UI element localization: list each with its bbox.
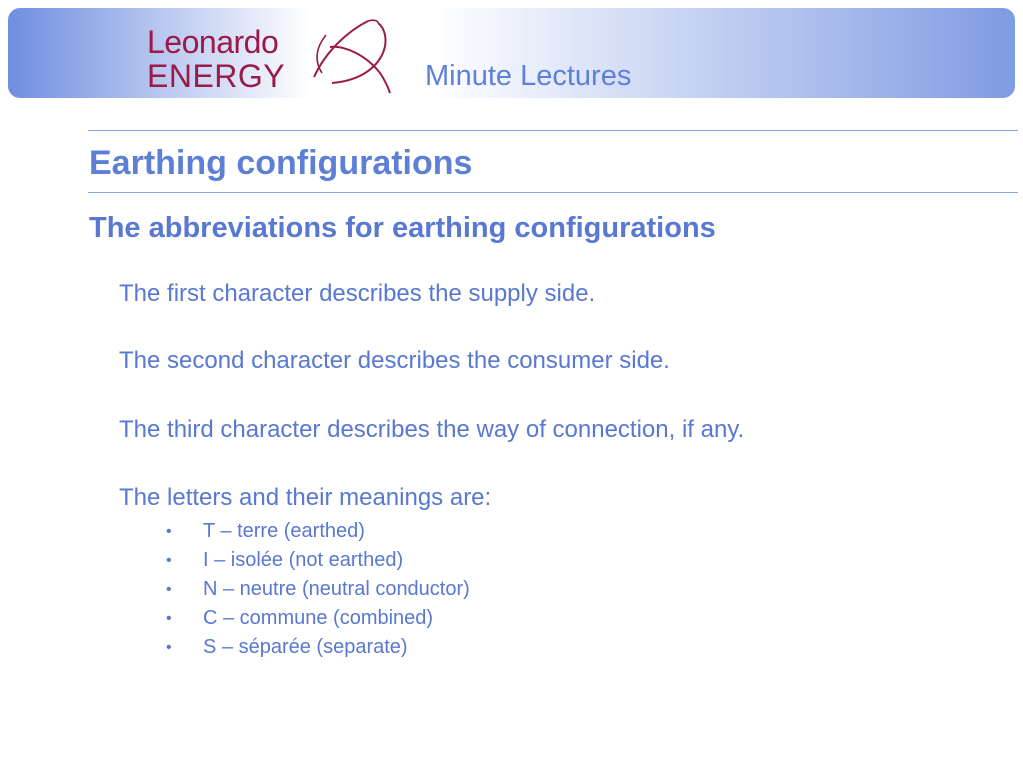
header-title: Minute Lectures [425,60,632,92]
logo-text-energy: ENERGY [147,58,286,94]
list-item-text: T – terre (earthed) [203,520,365,542]
list-item-text: I – isolée (not earthed) [203,549,404,571]
paragraph-consumer-side: The second character describes the consumer side. [119,347,670,374]
paragraph-supply-side: The first character describes the supply side. [119,280,596,307]
bullet-icon: • [166,610,172,627]
bullet-icon: • [166,552,172,569]
paragraph-connection: The third character describes the way of connection, if any. [119,416,745,443]
paragraph-letters-intro: The letters and their meanings are: [119,484,492,511]
list-item-text: C – commune (combined) [203,607,434,629]
slide-subtitle: The abbreviations for earthing configurations [89,212,716,244]
leonardo-energy-swoosh-icon [308,17,394,97]
list-item-text: S – séparée (separate) [203,636,408,658]
list-item-text: N – neutre (neutral conductor) [203,578,470,600]
title-rule-top [88,130,1018,131]
bullet-icon: • [166,639,172,656]
bullet-icon: • [166,523,172,540]
slide-title: Earthing configurations [89,144,473,182]
logo-text-leonardo: Leonardo [147,24,279,60]
title-rule-bottom [88,192,1018,193]
bullet-icon: • [166,581,172,598]
